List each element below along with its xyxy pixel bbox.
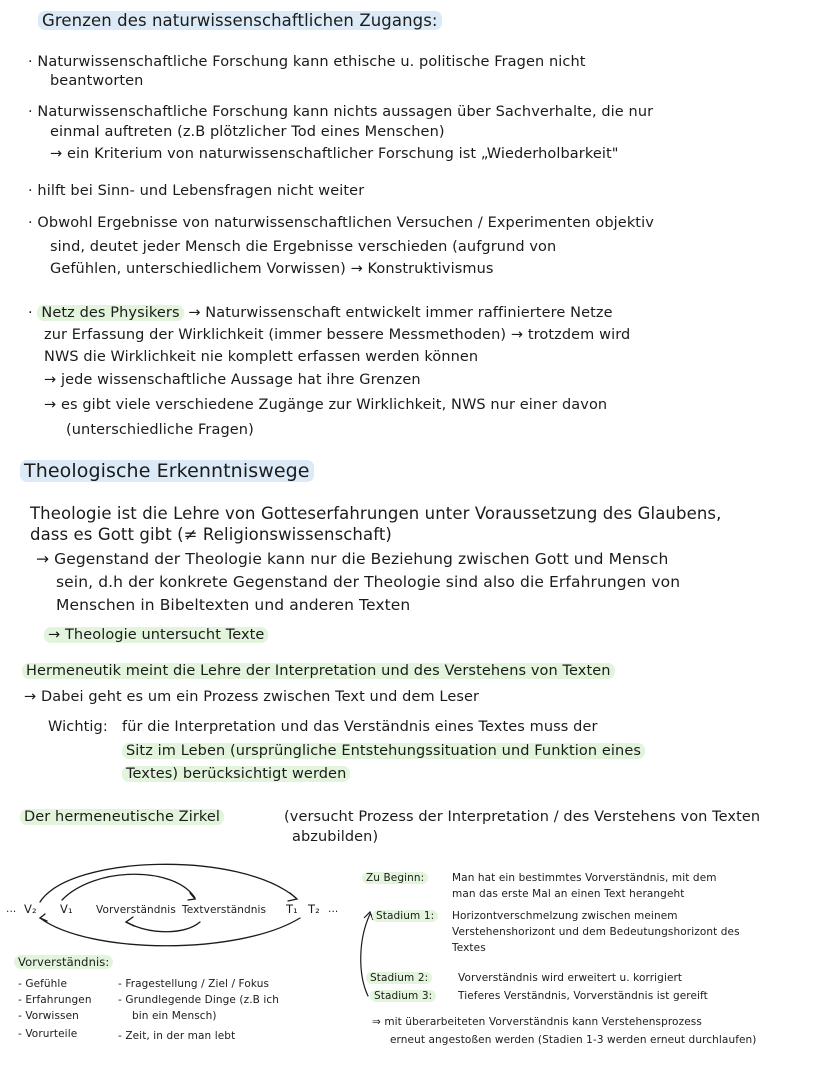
circle-note-line2: abzubilden) xyxy=(292,829,379,845)
section-heading-limits: Grenzen des naturwissenschaftlichen Zugangs: xyxy=(38,10,442,31)
hermeneutics-definition: Hermeneutik meint die Lehre der Interpretation und des Verstehens von Texten xyxy=(22,662,615,680)
hermeneutics-process: → Dabei geht es um ein Prozess zwischen Text und dem Leser xyxy=(24,689,480,705)
net-label: Netz des Physikers xyxy=(37,305,183,321)
stage-1-line2: Verstehenshorizont und dem Bedeutungshorizont des xyxy=(452,926,740,938)
diagram-v2: V₂ xyxy=(24,902,37,916)
limit-point-2-line1: · Naturwissenschaftliche Forschung kann nichts aussagen über Sachverhalte, die nur xyxy=(28,104,654,120)
diagram-t1: T₁ xyxy=(286,902,298,916)
conclusion-line1: ⇒ mit überarbeiteten Vorverständnis kann Verstehensprozess xyxy=(372,1016,702,1028)
important-line3: Textes) berücksichtigt werden xyxy=(122,765,350,783)
theology-subject-line3: Menschen in Bibeltexten und anderen Texten xyxy=(56,596,411,614)
factor-list-1-item2: - Erfahrungen xyxy=(18,994,92,1006)
stage-3-label: Stadium 3: xyxy=(370,990,436,1003)
net-line5: → es gibt viele verschiedene Zugänge zur Wirklichkeit, NWS nur einer davon xyxy=(44,397,608,413)
limit-point-4-line3: Gefühlen, unterschiedlichem Vorwissen) → Konstruktivismus xyxy=(50,261,494,277)
factor-list-1-item4: - Vorurteile xyxy=(18,1028,78,1040)
stage-start-line2: man das erste Mal an einen Text herangeht xyxy=(452,888,685,900)
circle-note-line1: (versucht Prozess der Interpretation / des Verstehens von Texten xyxy=(284,809,761,825)
diagram-t2: T₂ xyxy=(308,902,320,916)
limit-point-4-line1: · Obwohl Ergebnisse von naturwissenschaftlichen Versuchen / Experimenten objektiv xyxy=(28,215,654,231)
net-line4: → jede wissenschaftliche Aussage hat ihre Grenzen xyxy=(44,372,421,388)
net-line3: NWS die Wirklichkeit nie komplett erfassen werden können xyxy=(44,349,479,365)
limit-point-2-line2: einmal auftreten (z.B plötzlicher Tod eines Menschen) xyxy=(50,124,445,140)
limit-point-1-line1: · Naturwissenschaftliche Forschung kann ethische u. politische Fragen nicht xyxy=(28,54,586,70)
net-line2: zur Erfassung der Wirklichkeit (immer bessere Messmethoden) → trotzdem wird xyxy=(44,327,631,343)
limit-point-4-line2: sind, deutet jeder Mensch die Ergebnisse verschieden (aufgrund von xyxy=(50,239,557,255)
limit-point-3: · hilft bei Sinn- und Lebensfragen nicht weiter xyxy=(28,183,365,199)
net-line1: · Netz des Physikers → Naturwissenschaft entwickelt immer raffiniertere Netze xyxy=(28,305,613,321)
stage-2-line1: Vorverständnis wird erweitert u. korrigiert xyxy=(458,972,683,984)
factor-list-1-item1: - Gefühle xyxy=(18,978,68,990)
section-heading-theology: Theologische Erkenntniswege xyxy=(20,460,314,482)
important-line2: Sitz im Leben (ursprüngliche Entstehungssituation und Funktion eines xyxy=(122,742,645,760)
stage-2-label: Stadium 2: xyxy=(366,972,432,985)
theology-subject-line2: sein, d.h der konkrete Gegenstand der Theologie sind also die Erfahrungen von xyxy=(56,573,681,591)
factor-list-2-item2: - Grundlegende Dinge (z.B ich xyxy=(118,994,280,1006)
theology-subject-line1: → Gegenstand der Theologie kann nur die Beziehung zwischen Gott und Mensch xyxy=(36,550,669,568)
factor-list-1-item3: - Vorwissen xyxy=(18,1010,79,1022)
diagram-left-dots: ... xyxy=(6,903,17,915)
stage-1-line1: Horizontverschmelzung zwischen meinem xyxy=(452,910,678,922)
factor-list-2-item4: - Zeit, in der man lebt xyxy=(118,1030,236,1042)
section-heading-circle: Der hermeneutische Zirkel xyxy=(20,808,224,826)
stage-3-line1: Tieferes Verständnis, Vorverständnis ist gereift xyxy=(458,990,708,1002)
diagram-right-dots: ... xyxy=(328,903,339,915)
net-line6: (unterschiedliche Fragen) xyxy=(66,422,254,438)
stage-start-label: Zu Beginn: xyxy=(362,872,428,885)
diagram-vorverstaendnis: Vorverständnis xyxy=(96,904,176,916)
important-line1: für die Interpretation und das Verständnis eines Textes muss der xyxy=(122,719,598,735)
factor-list-2-item1: - Fragestellung / Ziel / Fokus xyxy=(118,978,270,990)
conclusion-line2: erneut angestoßen werden (Stadien 1-3 werden erneut durchlaufen) xyxy=(390,1034,757,1046)
limit-point-1-line2: beantworten xyxy=(50,73,144,89)
stage-1-label: Stadium 1: xyxy=(372,910,438,923)
stage-start-line1: Man hat ein bestimmtes Vorverständnis, mit dem xyxy=(452,872,717,884)
important-label: Wichtig: xyxy=(48,719,108,735)
preunderstanding-label: Vorverständnis: xyxy=(14,955,113,970)
theology-texts: → Theologie untersucht Texte xyxy=(44,626,268,644)
theology-definition-line2: dass es Gott gibt (≠ Religionswissenschaft) xyxy=(30,525,392,544)
diagram-textverstaendnis: Textverständnis xyxy=(182,904,267,916)
limit-point-2-line3: → ein Kriterium von naturwissenschaftlicher Forschung ist „Wiederholbarkeit" xyxy=(50,146,619,162)
diagram-v1: V₁ xyxy=(60,902,73,916)
stage-1-line3: Textes xyxy=(452,942,486,954)
factor-list-2-item3: bin ein Mensch) xyxy=(132,1010,217,1022)
theology-definition-line1: Theologie ist die Lehre von Gotteserfahrungen unter Voraussetzung des Glaubens, xyxy=(30,504,722,523)
